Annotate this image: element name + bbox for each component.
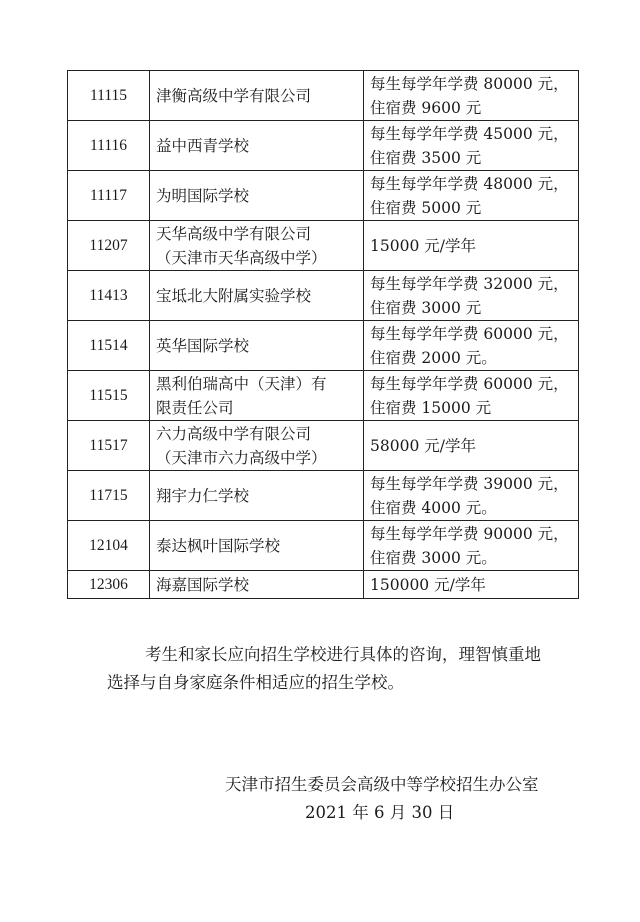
school-code: 11517 [68, 421, 150, 471]
school-code: 12104 [68, 521, 150, 571]
fee-line: 住宿费 2000 元。 [370, 348, 497, 367]
school-name-line: 为明国际学校 [156, 186, 250, 205]
school-name [150, 221, 364, 271]
school-name-line: （天津市六力高级中学） [156, 448, 327, 467]
table-row [68, 171, 579, 221]
school-fee [364, 571, 579, 599]
school-name-line: 天华高级中学有限公司 [156, 224, 312, 243]
notice-line-2: 选择与自身家庭条件相适应的招生学校。 [107, 673, 404, 692]
school-name [150, 271, 364, 321]
school-name [150, 421, 364, 471]
school-code: 11715 [68, 471, 150, 521]
school-fee [364, 271, 579, 321]
school-code: 11413 [68, 271, 150, 321]
school-name-line: 海嘉国际学校 [156, 575, 250, 594]
school-name-line: 翔宇力仁学校 [156, 486, 250, 505]
fee-line: 住宿费 4000 元。 [370, 498, 497, 517]
school-fee [364, 321, 579, 371]
school-code: 11514 [68, 321, 150, 371]
school-code: 11117 [68, 171, 150, 221]
fee-line: 每生每学年学费 48000 元， [370, 174, 569, 193]
school-code: 11116 [68, 121, 150, 171]
fee-line: 每生每学年学费 60000 元， [370, 374, 569, 393]
school-code: 11515 [68, 371, 150, 421]
school-fee [364, 371, 579, 421]
school-name [150, 521, 364, 571]
fee-line: 150000 元/学年 [370, 575, 486, 594]
school-name-line: 英华国际学校 [156, 336, 250, 355]
fee-line: 每生每学年学费 80000 元， [370, 74, 569, 93]
fee-line: 58000 元/学年 [370, 436, 476, 455]
school-code: 12306 [68, 571, 150, 599]
table-row [68, 271, 579, 321]
school-fee [364, 471, 579, 521]
school-fee [364, 121, 579, 171]
fee-line: 住宿费 5000 元 [370, 198, 482, 217]
school-name [150, 71, 364, 121]
school-name-line: 津衡高级中学有限公司 [156, 86, 312, 105]
school-name [150, 171, 364, 221]
fee-line: 住宿费 3000 元 [370, 298, 482, 317]
table-row [68, 421, 579, 471]
table-row [68, 71, 579, 121]
school-name-line: 六力高级中学有限公司 [156, 424, 312, 443]
notice-line-1: 考生和家长应向招生学校进行具体的咨询，理智慎重地 [145, 645, 541, 664]
school-code: 11207 [68, 221, 150, 271]
fee-line: 住宿费 9600 元 [370, 98, 482, 117]
school-name-line: 泰达枫叶国际学校 [156, 536, 281, 555]
table-row [68, 471, 579, 521]
table-row [68, 221, 579, 271]
school-code: 11115 [68, 71, 150, 121]
fee-line: 每生每学年学费 39000 元， [370, 474, 569, 493]
school-name [150, 571, 364, 599]
school-name [150, 321, 364, 371]
fee-line: 每生每学年学费 90000 元， [370, 524, 569, 543]
table-row [68, 371, 579, 421]
school-fee [364, 521, 579, 571]
fee-line: 住宿费 3500 元 [370, 148, 482, 167]
fee-line: 住宿费 15000 元 [370, 398, 492, 417]
fee-table-body [68, 71, 579, 599]
school-fee [364, 71, 579, 121]
school-name [150, 471, 364, 521]
notice-paragraph [97, 641, 577, 697]
table-row [68, 521, 579, 571]
school-fee [364, 421, 579, 471]
fee-line: 15000 元/学年 [370, 236, 476, 255]
signature-block [205, 771, 585, 827]
fee-line: 每生每学年学费 32000 元， [370, 274, 569, 293]
school-name [150, 121, 364, 171]
table-row [68, 321, 579, 371]
school-name-line: 限责任公司 [156, 398, 234, 417]
school-fee [364, 221, 579, 271]
school-name [150, 371, 364, 421]
fee-line: 每生每学年学费 45000 元， [370, 124, 569, 143]
table-row [68, 121, 579, 171]
school-fee-table [67, 70, 579, 599]
table-row [68, 571, 579, 599]
school-name-line: 益中西青学校 [156, 136, 250, 155]
school-name-line: 宝坻北大附属实验学校 [156, 286, 312, 305]
school-fee [364, 171, 579, 221]
school-name-line: （天津市天华高级中学） [156, 248, 327, 267]
issue-date: 2021 年 6 月 30 日 [305, 803, 455, 822]
fee-line: 每生每学年学费 60000 元， [370, 324, 569, 343]
issuing-office: 天津市招生委员会高级中等学校招生办公室 [225, 775, 539, 794]
fee-line: 住宿费 3000 元。 [370, 548, 497, 567]
school-name-line: 黑利伯瑞高中（天津）有 [156, 374, 327, 393]
